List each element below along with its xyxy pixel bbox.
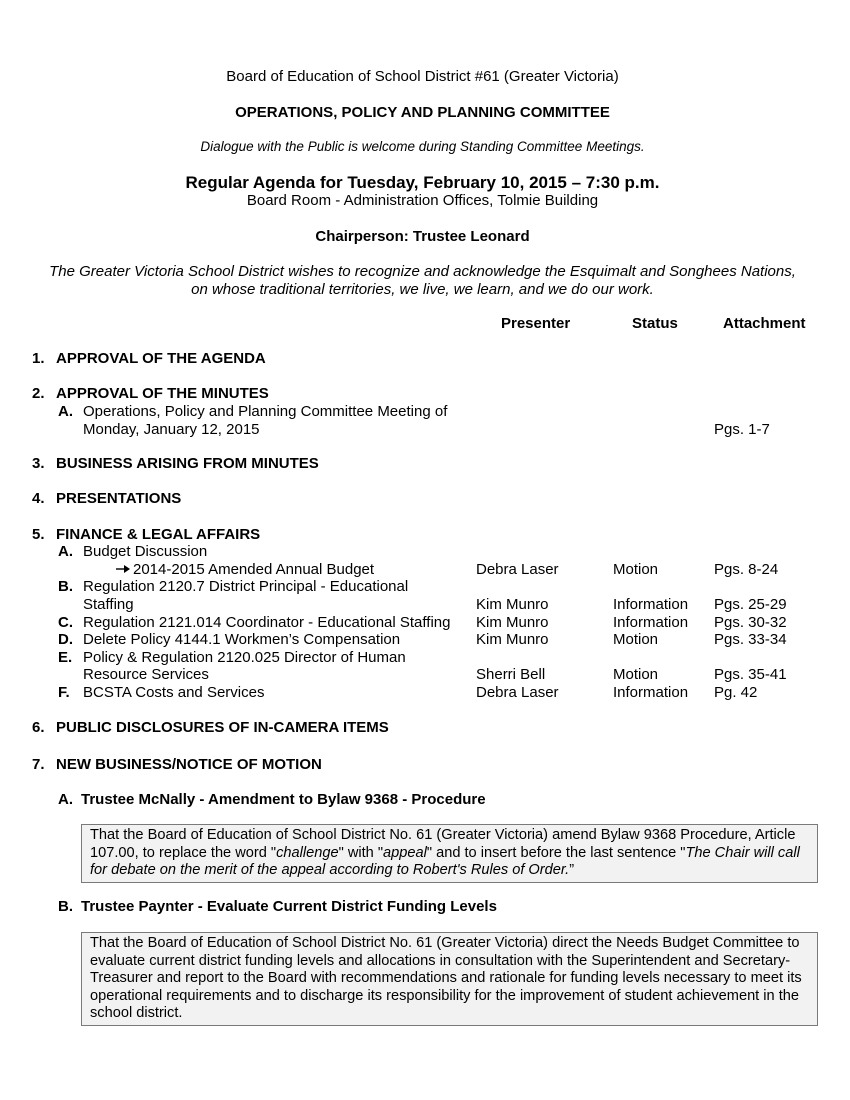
- item-status: Information: [613, 684, 689, 701]
- item-letter: F.: [58, 684, 70, 701]
- committee-name: OPERATIONS, POLICY AND PLANNING COMMITTEE: [235, 104, 610, 121]
- motion-title: Trustee Paynter - Evaluate Current District Funding Levels: [81, 898, 497, 915]
- acknowledgement-line-1: The Greater Victoria School District wishes to recognize and acknowledge the Esquimalt and Songhees Nations,: [49, 263, 796, 280]
- motion-title: Trustee McNally - Amendment to Bylaw 9368 - Procedure: [81, 791, 486, 808]
- item-title: Policy & Regulation 2120.025 Director of Human: [83, 649, 406, 666]
- chairperson: Chairperson: Trustee Leonard: [315, 228, 530, 245]
- item-title: BCSTA Costs and Services: [83, 684, 265, 701]
- item-title: Delete Policy 4144.1 Workmen’s Compensation: [83, 631, 401, 648]
- section-title: FINANCE & LEGAL AFFAIRS: [56, 526, 261, 543]
- acknowledgement-line-2: on whose traditional territories, we live, we learn, and we do our work.: [191, 281, 654, 298]
- arrow-icon: [116, 561, 130, 579]
- motion-letter: A.: [58, 791, 73, 808]
- section-title: APPROVAL OF THE MINUTES: [56, 385, 269, 402]
- item-attachment: Pgs. 30-32: [714, 614, 787, 631]
- section-number: 5.: [32, 526, 45, 543]
- item-title: Operations, Policy and Planning Committee Meeting of: [83, 403, 448, 420]
- item-title-continued: Staffing: [83, 596, 134, 613]
- item-letter: C.: [58, 614, 73, 631]
- section-title: APPROVAL OF THE AGENDA: [56, 350, 266, 367]
- motion-text-emphasis: appeal: [383, 844, 427, 861]
- section-number: 6.: [32, 719, 45, 736]
- column-header-status: Status: [632, 315, 678, 332]
- sub-item: [116, 561, 374, 579]
- item-status: Motion: [613, 666, 659, 683]
- item-letter: D.: [58, 631, 73, 648]
- item-letter: A.: [58, 543, 73, 560]
- item-attachment: Pgs. 33-34: [714, 631, 787, 648]
- item-presenter: Kim Munro: [476, 614, 549, 631]
- motion-text-emphasis: challenge: [276, 844, 339, 861]
- item-attachment: Pgs. 25-29: [714, 596, 787, 613]
- item-presenter: Sherri Bell: [476, 666, 546, 683]
- item-attachment: Pgs. 8-24: [714, 561, 779, 578]
- item-title: Regulation 2120.7 District Principal - Educational: [83, 578, 409, 595]
- item-status: Motion: [613, 561, 659, 578]
- item-title: Regulation 2121.014 Coordinator - Educational Staffing: [83, 614, 451, 631]
- item-letter: B.: [58, 578, 73, 595]
- item-letter: E.: [58, 649, 73, 666]
- section-number: 1.: [32, 350, 45, 367]
- motion-text-box: [81, 932, 818, 1026]
- section-number: 2.: [32, 385, 45, 402]
- motion-text: " and to insert before the last sentence ": [426, 844, 686, 861]
- section-title: PUBLIC DISCLOSURES OF IN-CAMERA ITEMS: [56, 719, 389, 736]
- item-attachment: Pgs. 35-41: [714, 666, 787, 683]
- item-presenter: Debra Laser: [476, 684, 559, 701]
- meeting-location: Board Room - Administration Offices, Tolmie Building: [246, 192, 599, 209]
- item-attachment: Pgs. 1-7: [714, 421, 770, 438]
- motion-text: That the Board of Education of School District No. 61 (Greater Victoria) direct the Needs Budget Committee to evaluate current district funding levels and allocations in consultation with the Superintendent and Secretary-Treasurer and report to the Board with recommendations and rationale for funding levels necessary to meet its operational requirements and to discharge its responsibility for the improvement of student achievement in the school district.: [90, 935, 802, 1021]
- motion-text-box: [81, 824, 818, 883]
- sub-item-title: 2014-2015 Amended Annual Budget: [133, 561, 375, 578]
- section-title: BUSINESS ARISING FROM MINUTES: [56, 455, 319, 472]
- item-status: Information: [613, 596, 689, 613]
- section-title: NEW BUSINESS/NOTICE OF MOTION: [56, 756, 322, 773]
- motion-text: ”: [569, 862, 575, 878]
- item-presenter: Kim Munro: [476, 596, 549, 613]
- motion-letter: B.: [58, 898, 73, 915]
- motion-text-quote: The Chair will call for debate on the merit of the appeal according to Robert's Rules of Order.: [90, 844, 800, 878]
- org-name: Board of Education of School District #61 (Greater Victoria): [226, 68, 619, 85]
- motion-text: That the Board of Education of School District No. 61 (Greater Victoria) amend Bylaw 9368 Procedure, Article 107.00, to replace the word ": [90, 827, 796, 861]
- item-title: Budget Discussion: [83, 543, 208, 560]
- item-presenter: Debra Laser: [476, 561, 559, 578]
- dialogue-note: Dialogue with the Public is welcome during Standing Committee Meetings.: [200, 139, 645, 154]
- item-presenter: Kim Munro: [476, 631, 549, 648]
- column-header-attachment: Attachment: [723, 315, 806, 332]
- motion-text: " with ": [338, 844, 384, 861]
- item-title-continued: Monday, January 12, 2015: [83, 421, 260, 438]
- column-header-presenter: Presenter: [501, 315, 571, 332]
- item-attachment: Pg. 42: [714, 684, 758, 701]
- item-letter: A.: [58, 403, 73, 420]
- section-number: 4.: [32, 490, 45, 507]
- item-status: Motion: [613, 631, 659, 648]
- item-status: Information: [613, 614, 689, 631]
- section-number: 7.: [32, 756, 45, 773]
- item-title-continued: Resource Services: [83, 666, 209, 683]
- agenda-title: Regular Agenda for Tuesday, February 10, 2015 – 7:30 p.m.: [185, 173, 660, 192]
- section-number: 3.: [32, 455, 45, 472]
- section-title: PRESENTATIONS: [56, 490, 182, 507]
